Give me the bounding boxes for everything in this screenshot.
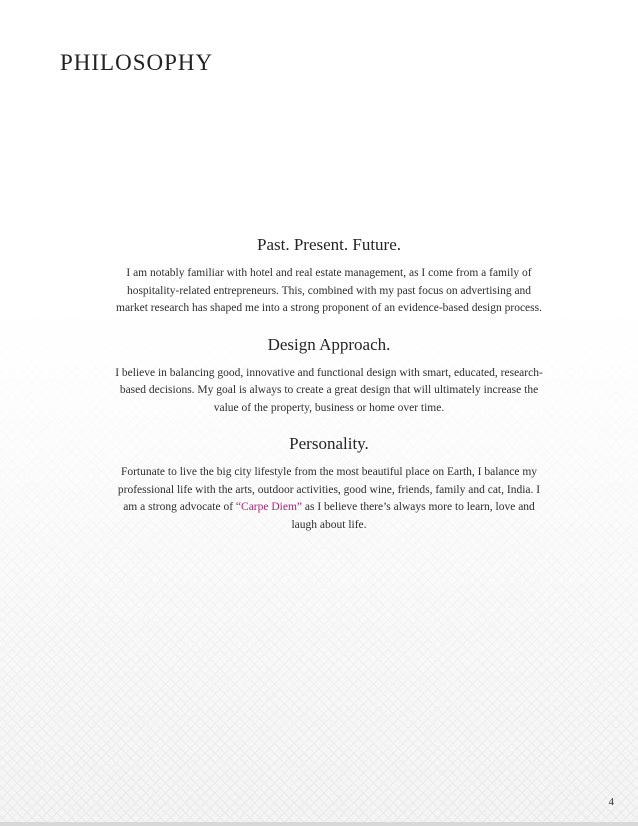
section-heading: Design Approach. xyxy=(267,334,391,354)
section-design-approach xyxy=(115,334,543,418)
paragraph-text-start: Fortunate to live the big city lifestyle from the most beautiful place on Earth, I balance my professional life with the arts, outdoor activities, good wine, friends, family and cat, India. I am a strong advocate of xyxy=(117,466,541,513)
page-number: 4 xyxy=(608,796,614,808)
page-title: PHILOSOPHY xyxy=(60,50,214,75)
section-personality xyxy=(115,433,543,534)
section-heading: Personality. xyxy=(289,434,369,453)
carpe-diem-highlight: “Carpe Diem” xyxy=(235,501,303,513)
section-paragraph xyxy=(115,464,543,534)
paragraph-text-end: as I believe there’s always more to learn, love and laugh about life. xyxy=(291,501,535,531)
section-heading: Past. Present. Future. xyxy=(256,235,402,254)
bottom-border xyxy=(0,822,638,826)
section-past-present-future xyxy=(115,234,543,318)
section-paragraph: I am notably familiar with hotel and real estate management, as I come from a family of hospitality-related entrepreneurs. This, combined with my past focus on advertising and market research has shaped me into a strong proponent of an evidence-based design process. xyxy=(116,267,542,314)
section-paragraph: I believe in balancing good, innovative and functional design with smart, educated, research-based decisions. My goal is always to create a great design that will ultimately increase the value of the property, business or home over time. xyxy=(115,366,543,414)
philosophy-content xyxy=(115,234,543,550)
